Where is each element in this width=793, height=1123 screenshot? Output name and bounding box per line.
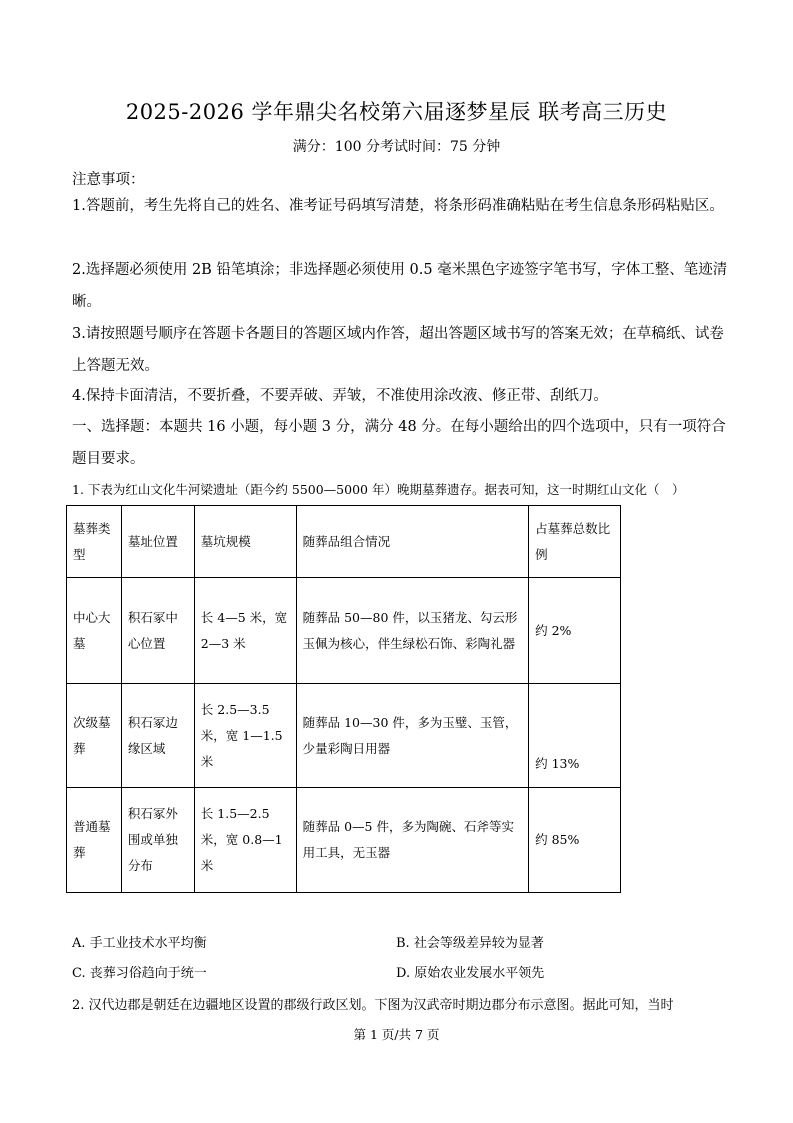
table-row bbox=[67, 788, 621, 893]
table-header-cell: 占墓葬总数比例 bbox=[529, 506, 621, 578]
table-cell: 随葬品 0—5 件，多为陶碗、石斧等实用工具，无玉器 bbox=[296, 788, 528, 893]
option-a: A. 手工业技术水平均衡 bbox=[72, 936, 207, 951]
table-cell: 积石冢外围或单独分布 bbox=[121, 788, 194, 893]
table-header-cell: 墓址位置 bbox=[121, 506, 194, 578]
note-item: 1.答题前，考生先将自己的姓名、准考证号码填写清楚，将条形码准确粘贴在考生信息条形码粘贴区。 bbox=[72, 198, 724, 214]
table-cell: 随葬品 50—80 件，以玉猪龙、勾云形玉佩为核心，伴生绿松石饰、彩陶礼器 bbox=[296, 578, 528, 684]
note-item: 2.选择题必须使用 2B 铅笔填涂；非选择题必须使用 0.5 毫米黑色字迹签字笔书写，字体工整、笔迹清晰。 bbox=[72, 262, 728, 310]
note-item: 4.保持卡面清洁，不要折叠，不要弄破、弄皱，不准使用涂改液、修正带、刮纸刀。 bbox=[72, 388, 608, 404]
option-d: D. 原始农业发展水平领先 bbox=[396, 966, 545, 981]
burial-table bbox=[66, 505, 621, 893]
page-number: 第 1 页/共 7 页 bbox=[353, 1027, 440, 1042]
table-cell: 次级墓葬 bbox=[67, 684, 122, 788]
table-header-cell: 墓葬类型 bbox=[67, 506, 122, 578]
table-cell: 中心大墓 bbox=[67, 578, 122, 684]
table-cell: 积石冢边缘区域 bbox=[121, 684, 194, 788]
table-cell: 长 2.5—3.5 米，宽 1—1.5 米 bbox=[194, 684, 296, 788]
section-intro: 一、选择题：本题共 16 小题，每小题 3 分，满分 48 分。在每小题给出的四个选项中，只有一项符合题目要求。 bbox=[72, 419, 726, 467]
note-item: 3.请按照题号顺序在答题卡各题目的答题区域内作答，超出答题区域书写的答案无效；在草稿纸、试卷上答题无效。 bbox=[72, 326, 724, 374]
table-cell: 普通墓葬 bbox=[67, 788, 122, 893]
table-cell: 约 85% bbox=[529, 788, 621, 893]
table-cell: 长 1.5—2.5 米，宽 0.8—1 米 bbox=[194, 788, 296, 893]
question-1-stem: 1. 下表为红山文化牛河梁遗址（距今约 5500—5000 年）晚期墓葬遗存。据表可知，这一时期红山文化（ ） bbox=[72, 482, 685, 497]
table-cell: 约 13% bbox=[529, 684, 621, 788]
option-b: B. 社会等级差异较为显著 bbox=[396, 936, 544, 951]
exam-title: 2025-2026 学年鼎尖名校第六届逐梦星辰 联考高三历史 bbox=[125, 100, 668, 124]
table-row bbox=[67, 578, 621, 684]
notes-heading: 注意事项： bbox=[72, 172, 145, 188]
exam-subtitle: 满分：100 分考试时间：75 分钟 bbox=[292, 139, 501, 155]
table-cell: 随葬品 10—30 件，多为玉璧、玉管，少量彩陶日用器 bbox=[296, 684, 528, 788]
table-header-row bbox=[67, 506, 621, 578]
table-cell: 约 2% bbox=[529, 578, 621, 684]
table-row bbox=[67, 684, 621, 788]
table-cell: 积石冢中心位置 bbox=[121, 578, 194, 684]
table-header-cell: 随葬品组合情况 bbox=[296, 506, 528, 578]
table-header-cell: 墓坑规模 bbox=[194, 506, 296, 578]
table-cell: 长 4—5 米，宽 2—3 米 bbox=[194, 578, 296, 684]
option-c: C. 丧葬习俗趋向于统一 bbox=[72, 966, 207, 981]
question-2-stem: 2. 汉代边郡是朝廷在边疆地区设置的郡级行政区划。下图为汉武帝时期边郡分布示意图。据此可知，当时 bbox=[72, 998, 674, 1013]
